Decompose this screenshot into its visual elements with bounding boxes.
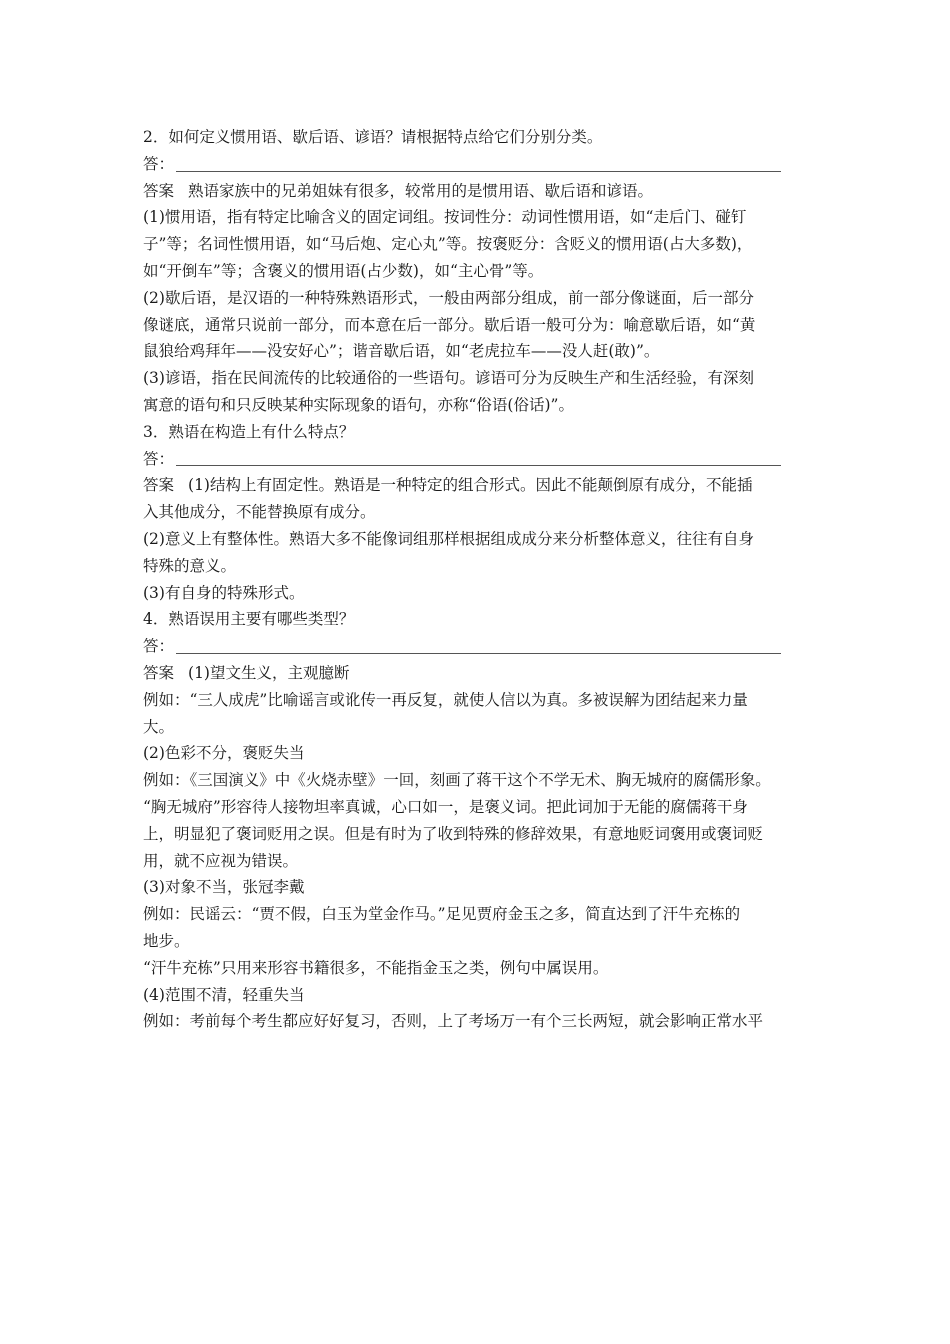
answer-blank-2[interactable] — [143, 151, 815, 178]
type-2-heading: (2)色彩不分，褒贬失当 — [143, 744, 305, 763]
answer-blank-3[interactable] — [143, 446, 815, 473]
answer-3-a1-cont: 入其他成分，不能替换原有成分。 — [143, 503, 376, 522]
example-3-line: 例如：民谣云：“贾不假，白玉为堂金作马。”足见贾府金玉之多，简直达到了汗牛充栋的 — [143, 905, 741, 924]
answer-label: 答案 — [143, 181, 175, 200]
answer-2-p3-line: (3)谚语，指在民间流传的比较通俗的一些语句。谚语可分为反映生产和生活经验，有深刻 — [143, 369, 754, 388]
answer-2-p2-line: 像谜底，通常只说前一部分，而本意在后一部分。歇后语一般可分为：喻意歇后语，如“黄 — [143, 315, 756, 334]
document-content — [143, 124, 815, 1035]
answer-3-first — [143, 472, 815, 499]
example-2-line: “胸无城府”形容待人接物坦率真诚，心口如一，是褒义词。把此词加于无能的腐儒蒋干身 — [143, 797, 748, 816]
example-1-line: 例如：“三人成虎”比喻谣言或讹传一再反复，就使人信以为真。多被误解为团结起来力量 — [143, 690, 748, 709]
answer-2-p2-line: 鼠狼给鸡拜年——没安好心”；谐音歇后语，如“老虎拉车——没人赶(敢)”。 — [143, 342, 660, 361]
answer-2-p2-line: (2)歇后语，是汉语的一种特殊熟语形式，一般由两部分组成，前一部分像谜面，后一部分 — [143, 288, 754, 307]
answer-2-p1-line: (1)惯用语，指有特定比喻含义的固定词组。按词性分：动词性惯用语，如“走后门、碰钉 — [143, 208, 747, 227]
question-4: 4．熟语误用主要有哪些类型？ — [143, 610, 355, 629]
question-3: 3．熟语在构造上有什么特点？ — [143, 422, 355, 441]
example-3-line: “汗牛充栋”只用来形容书籍很多，不能指金玉之类，例句中属误用。 — [143, 958, 609, 977]
answer-underline — [176, 653, 781, 654]
answer-3-a2-line: 特殊的意义。 — [143, 556, 237, 575]
example-2-line: 上，明显犯了褒词贬用之误。但是有时为了收到特殊的修辞效果，有意地贬词褒用或褒词贬 — [143, 824, 764, 843]
answer-label: 答案 — [143, 663, 175, 682]
answer-3-a2-line: (2)意义上有整体性。熟语大多不能像词组那样根据组成成分来分析整体意义，往往有自身 — [143, 529, 754, 548]
answer-3-a3: (3)有自身的特殊形式。 — [143, 583, 305, 602]
answer-2-p1-line: 子”等；名词性惯用语，如“马后炮、定心丸”等。按褒贬分：含贬义的惯用语(占大多数)， — [143, 235, 753, 254]
type-3-heading: (3)对象不当，张冠李戴 — [143, 878, 305, 897]
answer-2-intro — [143, 178, 815, 205]
answer-underline — [176, 465, 781, 466]
example-2-line: 例如：《三国演义》中《火烧赤壁》一回，刻画了蒋干这个不学无术、胸无城府的腐儒形象。 — [143, 771, 771, 790]
answer-label: 答案 — [143, 476, 175, 495]
answer-4-t1 — [143, 660, 815, 687]
type-1-heading: (1)望文生义，主观臆断 — [188, 663, 350, 682]
answer-underline — [176, 171, 781, 172]
example-3-line: 地步。 — [143, 931, 190, 950]
answer-prompt: 答： — [143, 154, 175, 173]
answer-intro-text: 熟语家族中的兄弟姐妹有很多，较常用的是惯用语、歇后语和谚语。 — [188, 181, 654, 200]
example-4-line: 例如：考前每个考生都应好好复习，否则，上了考场万一有个三长两短，就会影响正常水平 — [143, 1012, 764, 1031]
answer-3-a1-text: (1)结构上有固定性。熟语是一种特定的组合形式。因此不能颠倒原有成分，不能插 — [188, 476, 753, 495]
answer-prompt: 答： — [143, 637, 175, 656]
answer-prompt: 答： — [143, 449, 175, 468]
answer-2-p3-line: 寓意的语句和只反映某种实际现象的语句，亦称“俗语(俗话)”。 — [143, 395, 574, 414]
answer-2-p1-line: 如“开倒车”等；含褒义的惯用语(占少数)，如“主心骨”等。 — [143, 261, 544, 280]
example-1-line: 大。 — [143, 717, 175, 736]
answer-blank-4[interactable] — [143, 633, 815, 660]
type-4-heading: (4)范围不清，轻重失当 — [143, 985, 305, 1004]
question-2: 2．如何定义惯用语、歇后语、谚语？请根据特点给它们分别分类。 — [143, 128, 603, 146]
example-2-line: 用，就不应视为错误。 — [143, 851, 299, 870]
